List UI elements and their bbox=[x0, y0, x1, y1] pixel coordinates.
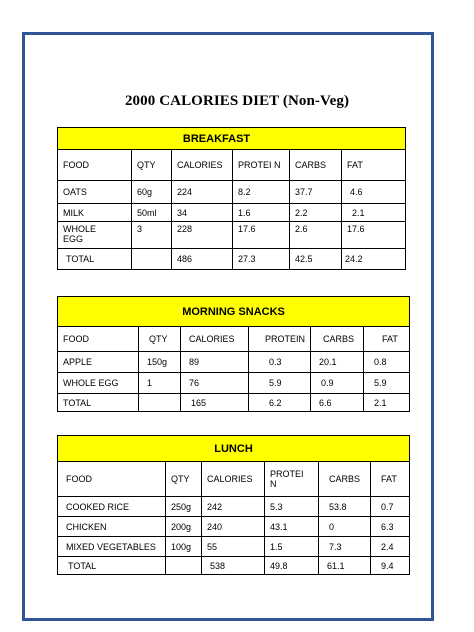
cell-food: COOKED RICE bbox=[58, 497, 166, 517]
cell-carbs: 37.7 bbox=[290, 181, 342, 204]
cell-calories: 89 bbox=[181, 352, 249, 373]
table-row bbox=[58, 537, 410, 557]
header-fat: FAT bbox=[364, 327, 410, 352]
header-calories: CALORIES bbox=[181, 327, 249, 352]
cell-fat: 6.3 bbox=[371, 517, 410, 537]
cell-calories: 165 bbox=[181, 394, 249, 412]
table-header-row bbox=[58, 327, 410, 352]
cell-calories: 240 bbox=[202, 517, 265, 537]
cell-protein: 5.9 bbox=[249, 373, 311, 394]
cell-calories: 76 bbox=[181, 373, 249, 394]
header-qty: QTY bbox=[139, 327, 181, 352]
cell-protein: 49.8 bbox=[265, 557, 319, 575]
table-row bbox=[58, 204, 406, 222]
cell-food: MIXED VEGETABLES bbox=[58, 537, 166, 557]
cell-protein: 5.3 bbox=[265, 497, 319, 517]
lunch-heading: LUNCH bbox=[58, 436, 410, 462]
header-protein: PROTEI N bbox=[265, 462, 319, 497]
header-fat: FAT bbox=[371, 462, 410, 497]
header-protein: PROTEI N bbox=[233, 150, 290, 181]
cell-fat: 2.1 bbox=[342, 204, 406, 222]
morning-snacks-heading-row bbox=[58, 297, 410, 327]
lunch-table bbox=[57, 435, 410, 575]
cell-fat: 4.6 bbox=[342, 181, 406, 204]
cell-qty bbox=[139, 394, 181, 412]
cell-calories: 228 bbox=[172, 222, 233, 249]
table-total-row bbox=[58, 394, 410, 412]
cell-protein: 43.1 bbox=[265, 517, 319, 537]
cell-fat: 0.8 bbox=[364, 352, 410, 373]
cell-fat: 24.2 bbox=[342, 249, 406, 270]
cell-protein: 0.3 bbox=[249, 352, 311, 373]
cell-food: MILK bbox=[58, 204, 132, 222]
table-row bbox=[58, 373, 410, 394]
cell-calories: 538 bbox=[202, 557, 265, 575]
table-header-row bbox=[58, 150, 406, 181]
header-calories: CALORIES bbox=[202, 462, 265, 497]
cell-qty bbox=[166, 557, 202, 575]
cell-protein: 17.6 bbox=[233, 222, 290, 249]
cell-qty: 100g bbox=[166, 537, 202, 557]
cell-carbs: 7.3 bbox=[319, 537, 371, 557]
cell-fat: 2.4 bbox=[371, 537, 410, 557]
morning-snacks-heading: MORNING SNACKS bbox=[58, 297, 410, 327]
cell-food: WHOLE EGG bbox=[58, 373, 139, 394]
cell-protein: 1.6 bbox=[233, 204, 290, 222]
breakfast-heading: BREAKFAST bbox=[58, 128, 406, 150]
document-title: 2000 CALORIES DIET (Non-Veg) bbox=[124, 93, 350, 109]
cell-protein: 1.5 bbox=[265, 537, 319, 557]
lunch-heading-row bbox=[58, 436, 410, 462]
cell-carbs: 0.9 bbox=[311, 373, 364, 394]
cell-carbs: 2.6 bbox=[290, 222, 342, 249]
cell-calories: 224 bbox=[172, 181, 233, 204]
cell-qty: 3 bbox=[132, 222, 172, 249]
cell-qty bbox=[132, 249, 172, 270]
table-row bbox=[58, 517, 410, 537]
cell-food: OATS bbox=[58, 181, 132, 204]
cell-food: APPLE bbox=[58, 352, 139, 373]
table-row bbox=[58, 497, 410, 517]
table-row bbox=[58, 181, 406, 204]
cell-qty: 50ml bbox=[132, 204, 172, 222]
header-protein: PROTEIN bbox=[249, 327, 311, 352]
cell-qty: 250g bbox=[166, 497, 202, 517]
cell-fat: 5.9 bbox=[364, 373, 410, 394]
cell-carbs: 6.6 bbox=[311, 394, 364, 412]
cell-fat: 9.4 bbox=[371, 557, 410, 575]
header-carbs: CARBS bbox=[290, 150, 342, 181]
table-header-row bbox=[58, 462, 410, 497]
header-carbs: CARBS bbox=[311, 327, 364, 352]
cell-carbs: 20.1 bbox=[311, 352, 364, 373]
cell-fat: 2.1 bbox=[364, 394, 410, 412]
cell-carbs: 42.5 bbox=[290, 249, 342, 270]
cell-fat: 17.6 bbox=[342, 222, 406, 249]
header-calories: CALORIES bbox=[172, 150, 233, 181]
cell-qty: 1 bbox=[139, 373, 181, 394]
table-total-row bbox=[58, 249, 406, 270]
cell-carbs: 2.2 bbox=[290, 204, 342, 222]
header-food: FOOD bbox=[58, 327, 139, 352]
cell-calories: 34 bbox=[172, 204, 233, 222]
cell-calories: 55 bbox=[202, 537, 265, 557]
breakfast-table bbox=[57, 127, 406, 270]
header-qty: QTY bbox=[132, 150, 172, 181]
breakfast-heading-row bbox=[58, 128, 406, 150]
cell-carbs: 61.1 bbox=[319, 557, 371, 575]
cell-food: TOTAL bbox=[58, 249, 132, 270]
header-qty: QTY bbox=[166, 462, 202, 497]
header-food: FOOD bbox=[58, 150, 132, 181]
cell-food: WHOLE EGG bbox=[58, 222, 132, 249]
cell-carbs: 0 bbox=[319, 517, 371, 537]
cell-protein: 27.3 bbox=[233, 249, 290, 270]
table-row bbox=[58, 222, 406, 249]
cell-protein: 6.2 bbox=[249, 394, 311, 412]
header-food: FOOD bbox=[58, 462, 166, 497]
cell-qty: 200g bbox=[166, 517, 202, 537]
morning-snacks-table bbox=[57, 296, 410, 412]
table-row bbox=[58, 352, 410, 373]
cell-calories: 242 bbox=[202, 497, 265, 517]
cell-qty: 60g bbox=[132, 181, 172, 204]
header-carbs: CARBS bbox=[319, 462, 371, 497]
cell-food: TOTAL bbox=[58, 394, 139, 412]
cell-qty: 150g bbox=[139, 352, 181, 373]
cell-carbs: 53.8 bbox=[319, 497, 371, 517]
cell-calories: 486 bbox=[172, 249, 233, 270]
table-total-row bbox=[58, 557, 410, 575]
cell-food: TOTAL bbox=[58, 557, 166, 575]
cell-fat: 0.7 bbox=[371, 497, 410, 517]
cell-food: CHICKEN bbox=[58, 517, 166, 537]
header-fat: FAT bbox=[342, 150, 406, 181]
cell-protein: 8.2 bbox=[233, 181, 290, 204]
